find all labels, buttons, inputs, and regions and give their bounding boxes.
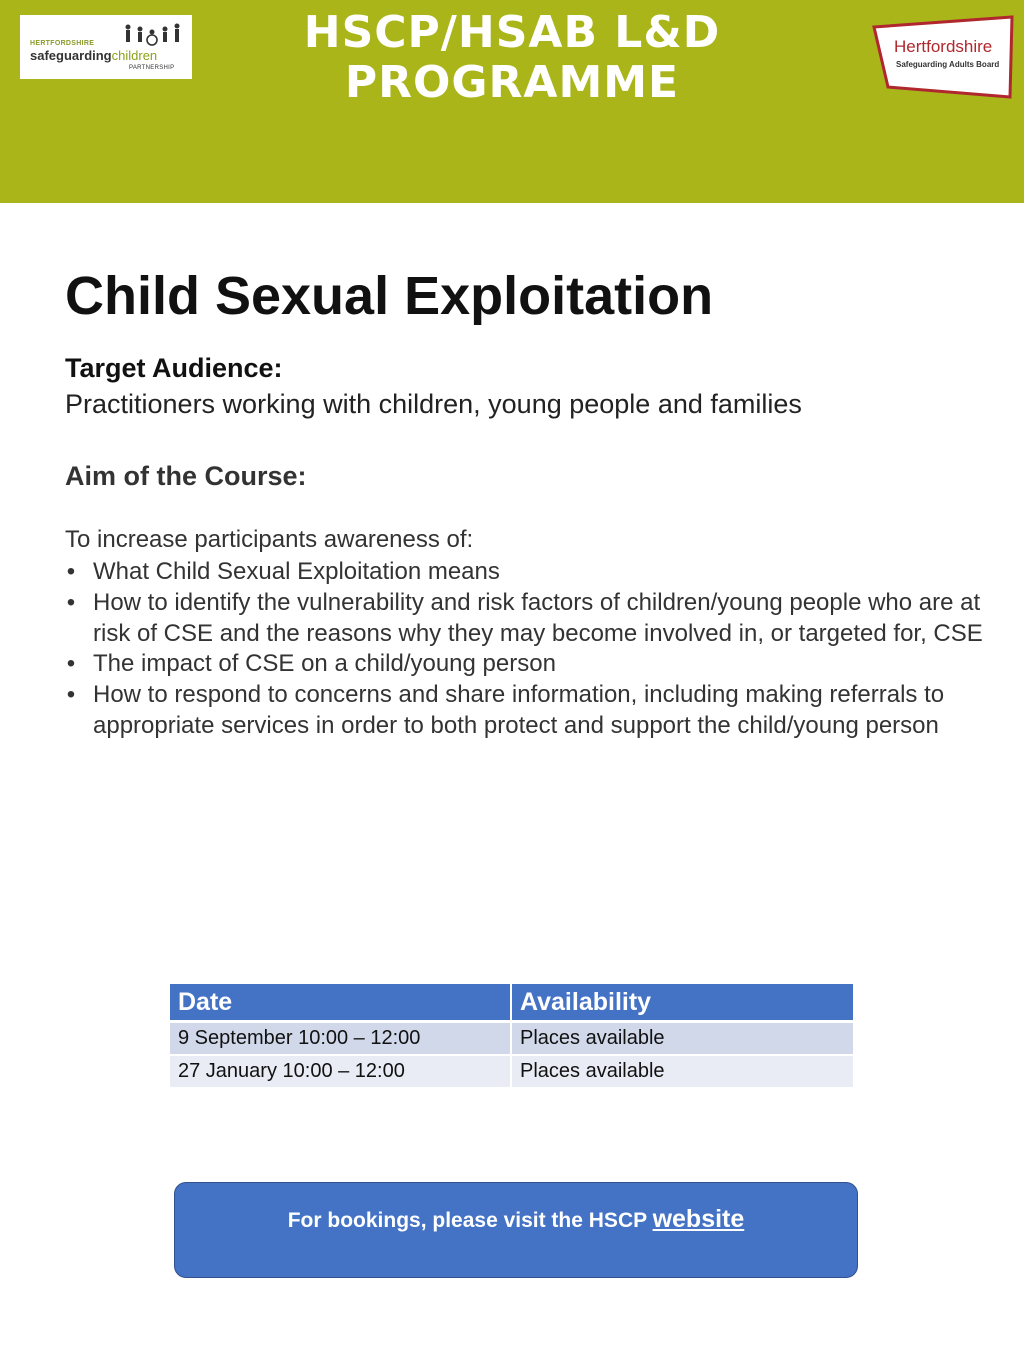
logo-left-line1: HERTFORDSHIRE bbox=[30, 40, 95, 47]
header-banner bbox=[0, 0, 1024, 203]
aim-text: What Child Sexual Exploitation means bbox=[93, 558, 500, 585]
target-audience-text: Practitioners working with children, young people and families bbox=[65, 389, 802, 419]
logo-left-line2-accent: children bbox=[111, 48, 158, 63]
aim-text: How to identify the vulnerability and risk factors of children/young people who are at risk of CSE and the reasons why they may become involved in, or targeted for, CSE bbox=[93, 588, 983, 647]
table-row bbox=[170, 1056, 853, 1089]
aim-intro: To increase participants awareness of: bbox=[65, 526, 474, 553]
course-title: Child Sexual Exploitation bbox=[65, 266, 714, 326]
date-cell: 9 September 10:00 – 12:00 bbox=[170, 1023, 512, 1056]
logo-frame-icon bbox=[872, 15, 1014, 99]
availability-cell: Places available bbox=[512, 1056, 853, 1089]
bullet-icon: • bbox=[66, 650, 76, 678]
safeguarding-children-partnership-logo bbox=[20, 15, 192, 79]
logo-right-line1: Hertfordshire bbox=[894, 37, 993, 56]
schedule-table bbox=[170, 984, 853, 1089]
logo-left-line3: PARTNERSHIP bbox=[129, 65, 175, 71]
logo-left-line2 bbox=[30, 48, 157, 63]
table-header-row bbox=[170, 984, 853, 1023]
logo-right-line2: Safeguarding Adults Board bbox=[896, 60, 1000, 69]
booking-message bbox=[175, 1205, 857, 1234]
table-row bbox=[170, 1023, 853, 1056]
bullet-icon: • bbox=[66, 558, 76, 585]
programme-title bbox=[250, 8, 774, 108]
family-figures-icon bbox=[120, 23, 186, 49]
aims-list bbox=[65, 557, 985, 742]
availability-cell: Places available bbox=[512, 1023, 853, 1056]
programme-title-line2: PROGRAMME bbox=[344, 57, 680, 108]
availability-header: Availability bbox=[512, 984, 853, 1023]
aim-text: The impact of CSE on a child/young person bbox=[93, 650, 556, 678]
aim-label: Aim of the Course: bbox=[65, 461, 307, 491]
list-item bbox=[65, 588, 985, 650]
aim-text: How to respond to concerns and share information, including making referrals to appropriate services in order to both protect and support the child/young person bbox=[93, 681, 945, 739]
programme-title-line1: HSCP/HSAB L&D bbox=[303, 7, 721, 58]
bullet-icon: • bbox=[66, 681, 76, 709]
safeguarding-adults-board-logo bbox=[872, 15, 1014, 99]
bullet-icon: • bbox=[66, 588, 76, 616]
logo-left-line2-main: safeguarding bbox=[30, 48, 112, 63]
date-header: Date bbox=[170, 984, 512, 1023]
date-cell: 27 January 10:00 – 12:00 bbox=[170, 1056, 512, 1089]
target-audience-label: Target Audience: bbox=[65, 353, 283, 383]
list-item bbox=[65, 557, 985, 588]
booking-banner bbox=[174, 1182, 858, 1278]
booking-text: For bookings, please visit the HSCP bbox=[287, 1209, 647, 1232]
website-link[interactable]: website bbox=[652, 1205, 745, 1233]
list-item bbox=[65, 649, 985, 680]
list-item bbox=[65, 680, 985, 742]
